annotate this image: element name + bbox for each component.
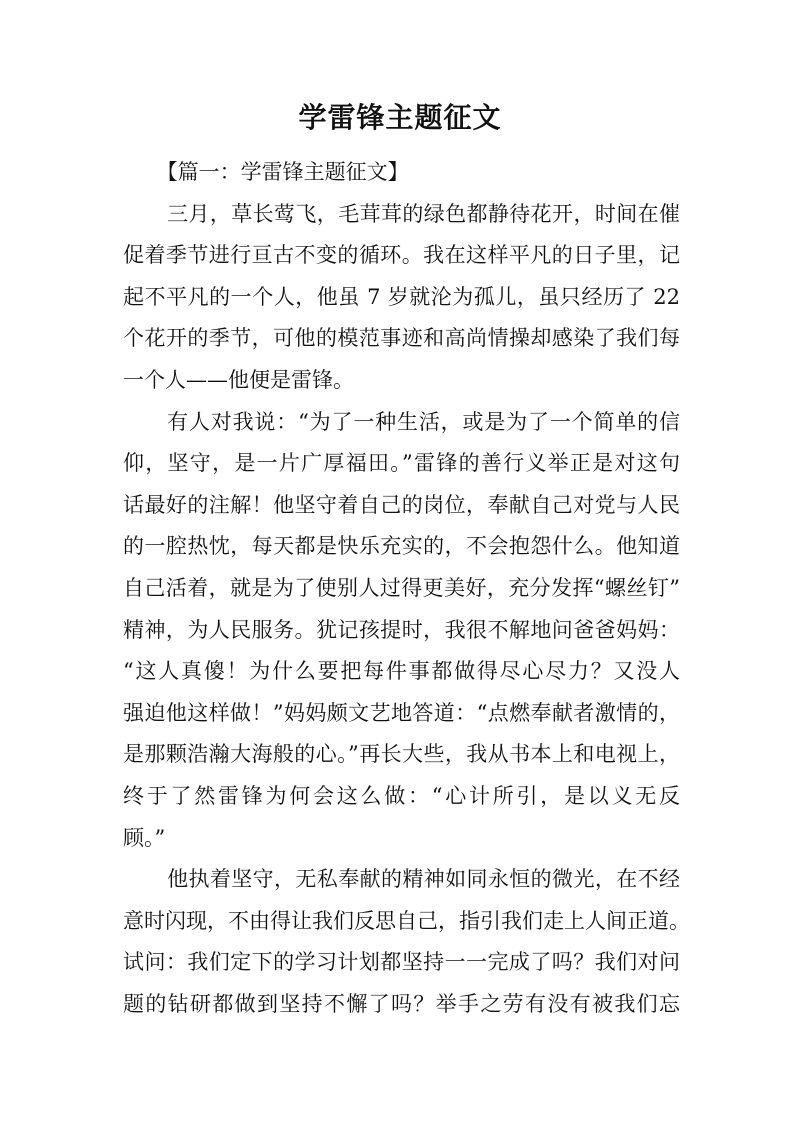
text-line: 精神，为人民服务。犹记孩提时，我很不解地问爸爸妈妈： <box>123 617 680 642</box>
text-line: 促着季节进行亘古不变的循环。我在这样平凡的日子里，记 <box>123 243 680 268</box>
text-line: 一个人——他便是雷锋。 <box>123 367 354 392</box>
text-line: 终于了然雷锋为何会这么做：“心计所引，是以义无反 <box>123 783 680 808</box>
text-line: 自己活着，就是为了使别人过得更美好，充分发挥“螺丝钉” <box>123 575 680 600</box>
text-line: 个花开的季节，可他的模范事迹和高尚情操却感染了我们每 <box>123 326 680 351</box>
section-heading: 【篇一：学雷锋主题征文】 <box>156 160 409 184</box>
text-line: 试问：我们定下的学习计划都坚持一一完成了吗？我们对问 <box>123 950 680 975</box>
paragraph-3 <box>123 859 690 1025</box>
text-line: 强迫他这样做！”妈妈颇文艺地答道：“点燃奉献者激情的， <box>123 700 680 725</box>
text-line: 题的钻研都做到坚持不懈了吗？举手之劳有没有被我们忘 <box>123 991 680 1016</box>
text-line: 的一腔热忱，每天都是快乐充实的，不会抱怨什么。他知道 <box>123 534 680 559</box>
text-line: 他执着坚守，无私奉献的精神如同永恒的微光，在不经 <box>167 867 680 892</box>
text-line: 仰，坚守，是一片广厚福田。”雷锋的善行义举正是对这句 <box>123 451 680 476</box>
text-line: 有人对我说：“为了一种生活，或是为了一个简单的信 <box>167 409 680 434</box>
text-line: “这人真傻！为什么要把每件事都做得尽心尽力？又没人 <box>123 659 680 684</box>
text-line: 起不平凡的一个人，他虽 7 岁就沦为孤儿，虽只经历了 22 <box>123 284 680 309</box>
text-line: 顾。” <box>123 825 166 850</box>
paragraph-2 <box>123 402 680 860</box>
paragraph-1 <box>123 194 680 402</box>
text-line: 三月，草长莺飞，毛茸茸的绿色都静待花开，时间在催 <box>167 201 680 226</box>
document-body <box>123 152 690 1025</box>
document-title: 学雷锋主题征文 <box>298 101 502 134</box>
text-line: 意时闪现，不由得让我们反思自己，指引我们走上人间正道。 <box>123 908 690 933</box>
text-line: 话最好的注解！他坚守着自己的岗位，奉献自己对党与人民 <box>123 492 680 517</box>
text-line: 是那颗浩瀚大海般的心。”再长大些，我从书本上和电视上， <box>123 742 680 767</box>
